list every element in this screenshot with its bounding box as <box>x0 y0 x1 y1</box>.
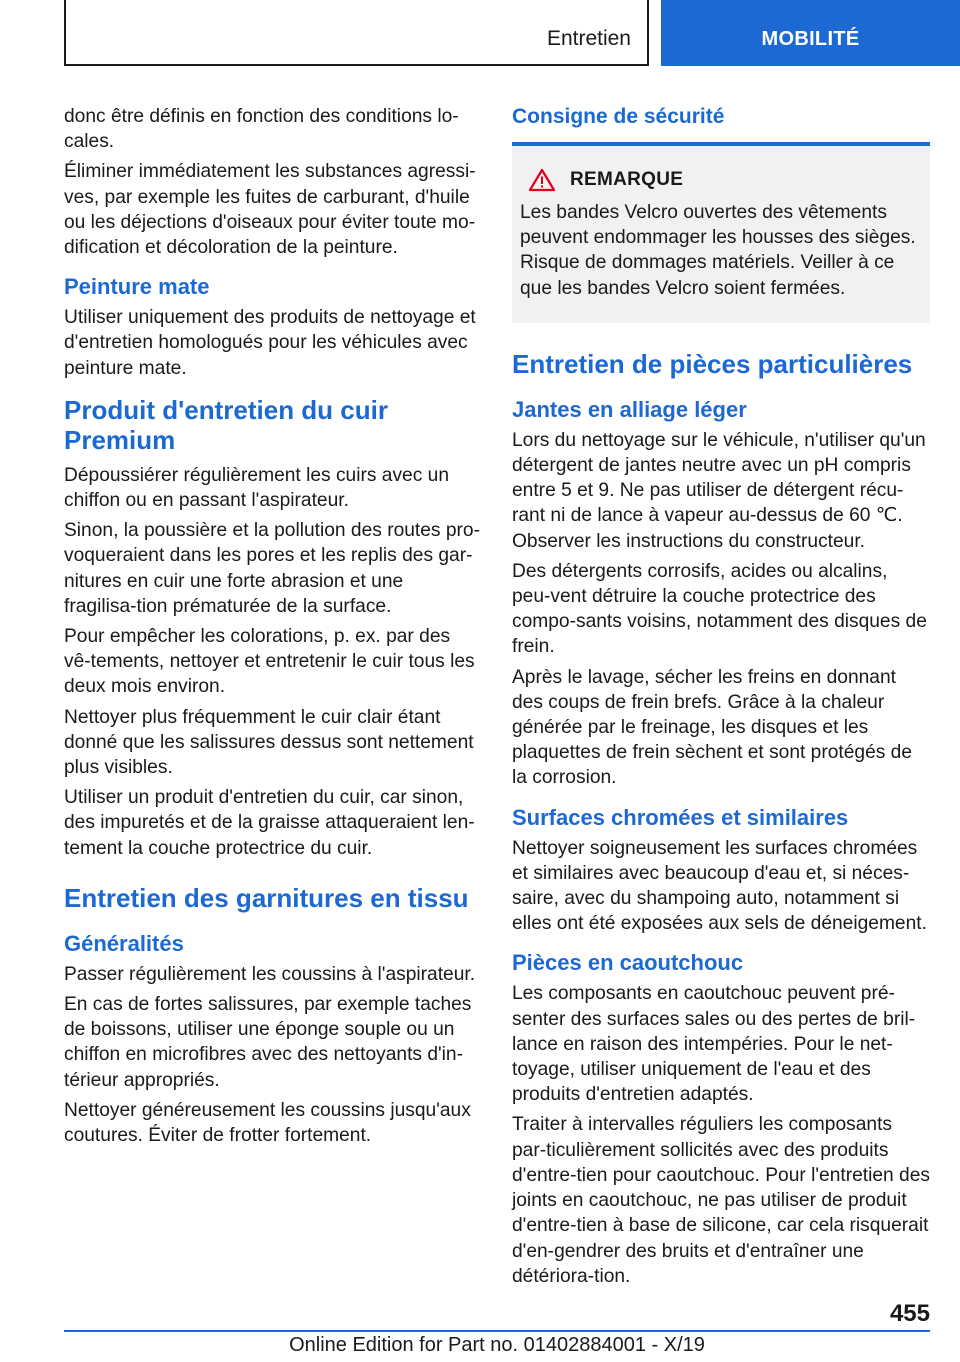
right-column <box>512 104 930 1294</box>
paragraph: Les composants en caoutchouc peuvent pré‐senter des surfaces sales ou des pertes de bril‐lance en raison des intempéries. Pour le net‐toyage, utiliser uniquement de l'eau et des produits d'entretien adaptés. <box>512 983 916 1106</box>
header-section-box <box>64 0 649 66</box>
header-section-title: Entretien <box>546 27 631 50</box>
paragraph: Lors du nettoyage sur le véhicule, n'utiliser qu'un détergent de jantes neutre avec un pH compris entre 5 et 9. Ne pas utiliser de détergent récu‐rant ni de lance à vapeur au-dessus de 60 ℃. Observer les instructions du constructeur. <box>512 429 926 552</box>
paragraph: Sinon, la poussière et la pollution des routes pro‐voqueraient dans les pores et les replis des gar‐nitures en cuir une forte abrasion et une fragilisa‐tion prématurée de la surface. <box>64 520 480 617</box>
heading-jantes: Jantes en alliage léger <box>512 396 747 422</box>
paragraph: Nettoyer plus fréquemment le cuir clair étant donné que les salissures dessus sont nettement plus visibles. <box>64 706 474 779</box>
heading-garnitures-tissu: Entretien des garnitures en tissu <box>64 882 469 913</box>
heading-generalites: Généralités <box>64 930 184 956</box>
notice-header <box>520 168 922 192</box>
left-column <box>64 104 480 1153</box>
notice-box <box>512 146 930 323</box>
paragraph: Après le lavage, sécher les freins en donnant des coups de frein brefs. Grâce à la chaleur générée par le freinage, les disques et les plaquettes de frein sèchent et sont protégés de la corrosion. <box>512 666 913 789</box>
paragraph: Dépoussiérer régulièrement les cuirs avec un chiffon ou en passant l'aspirateur. <box>64 464 449 512</box>
heading-consigne-securite: Consigne de sécurité <box>512 105 725 128</box>
warning-triangle-icon <box>528 168 556 192</box>
page-header <box>0 0 960 66</box>
header-chapter-tab[interactable] <box>661 0 960 66</box>
paragraph: Passer régulièrement les coussins à l'aspirateur. <box>64 963 476 985</box>
page-number: 455 <box>889 1300 930 1327</box>
paragraph: Pour empêcher les colorations, p. ex. par des vê‐tements, nettoyer et entretenir le cuir tous les deux mois environ. <box>64 626 475 698</box>
paragraph: Nettoyer soigneusement les surfaces chromées et similaires avec beaucoup d'eau et, si néces‐saire, avec du shampoing auto, notamment si elles ont été exposées aux sels de déneigement. <box>512 837 927 935</box>
notice-text: Les bandes Velcro ouvertes des vêtements peuvent endommager les housses des sièges. Risque de dommages matériels. Veiller à ce que les bandes Velcro soient fermées. <box>520 202 916 299</box>
paragraph: donc être définis en fonction des conditions lo‐cales. <box>64 106 459 153</box>
notice-label: REMARQUE <box>570 169 684 190</box>
heading-peinture-mate: Peinture mate <box>64 274 210 300</box>
heading-pieces-particulieres: Entretien de pièces particulières <box>512 348 913 379</box>
paragraph: Nettoyer généreusement les coussins jusqu'aux coutures. Éviter de frotter fortement. <box>64 1099 471 1147</box>
footer-edition-text: Online Edition for Part no. 01402884001 - X/19 <box>289 1334 705 1356</box>
paragraph: Traiter à intervalles réguliers les composants par‐ticulièrement sollicités avec des produits d'entre‐tien pour caoutchouc. Pour l'entretien des joints en caoutchouc, ne pas utiliser de produit d'entre‐tien à base de silicone, car cela risquerait d'en‐gendrer des bruits et d'entraîner une détériora‐tion. <box>512 1114 930 1287</box>
paragraph: En cas de fortes salissures, par exemple taches de boissons, utiliser une éponge souple ou un chiffon en microfibres avec des nettoyants d'in‐térieur appropriés. <box>64 994 472 1091</box>
header-chapter-label: MOBILITÉ <box>761 28 860 50</box>
heading-cuir-premium: Produit d'entretien du cuir Premium <box>64 394 388 455</box>
heading-surfaces-chromees: Surfaces chromées et similaires <box>512 804 849 830</box>
paragraph: Éliminer immédiatement les substances agressi‐ves, par exemple les fuites de carburant, d'huile ou les déjections d'oiseaux pour éviter toute mo‐dification et décoloration de la peinture. <box>64 161 476 259</box>
paragraph: Utiliser un produit d'entretien du cuir, car sinon, des impuretés et de la graisse attaqueraient len‐tement la couche protectrice du cuir. <box>64 787 475 859</box>
heading-pieces-caoutchouc: Pièces en caoutchouc <box>512 950 744 976</box>
paragraph: Des détergents corrosifs, acides ou alcalins, peu‐vent détruire la couche protectrice des compo‐sants voisins, notamment des disques de frein. <box>512 560 927 658</box>
footer-rule <box>64 1330 930 1332</box>
paragraph: Utiliser uniquement des produits de nettoyage et d'entretien homologués pour les véhicules avec peinture mate. <box>64 307 476 379</box>
